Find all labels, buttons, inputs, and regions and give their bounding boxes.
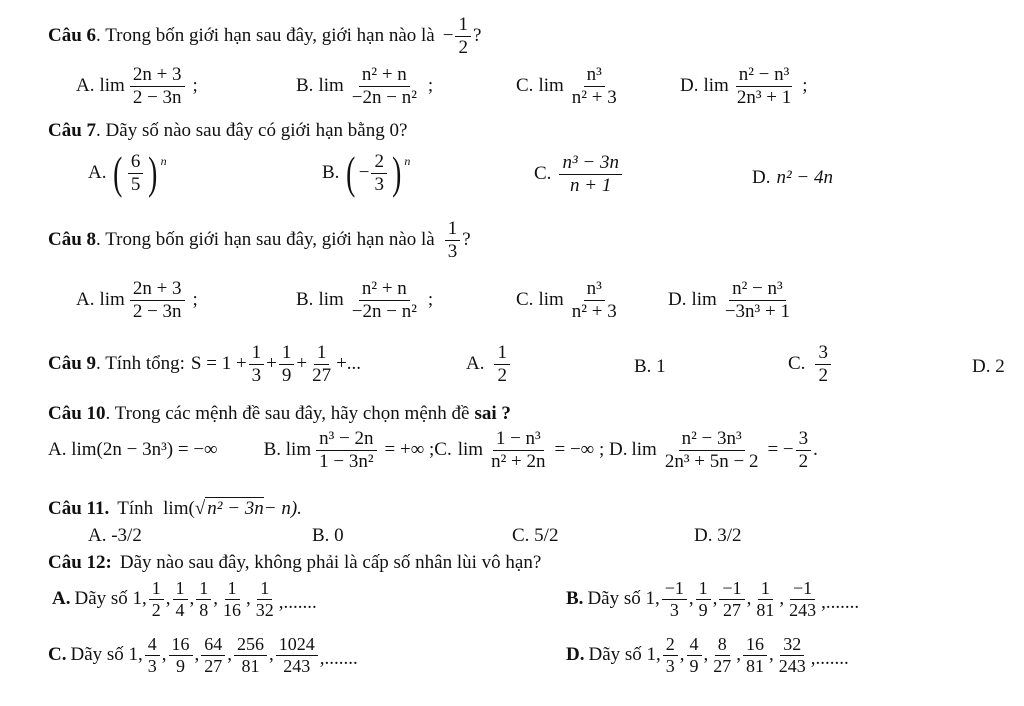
option-c: C. lim $\frac{\text{n³}}{\text{n² + 3}}$	[516, 64, 617, 108]
option-a: A. lim $\frac{2n + 3}{2 - 3n}$ ;	[76, 278, 198, 322]
option-a: A. $\frac{1}{2}$	[466, 342, 512, 387]
question-text: . Dãy số nào sau đây có giới hạn bằng 0?	[96, 120, 408, 141]
option-c: C. 5/2	[512, 525, 559, 546]
question-11-stem: Câu 11. Tính lim( √ n² − 3n − n).	[48, 497, 302, 519]
target-fraction: $\frac{1}{2}$	[455, 14, 471, 59]
option-b: B. 0	[312, 525, 344, 546]
option-a: A. lim $\frac{2n + 3}{2 - 3n}$ ;	[76, 64, 198, 108]
option-a: A. -3/2	[88, 525, 142, 546]
question-10-stem: Câu 10 . Trong các mệnh đề sau đây, hãy chọn mệnh đề sai ?	[48, 403, 511, 424]
option-b: B. lim $\frac{\text{n² + n}}{\text{−2n − n²}}$ ;	[296, 64, 434, 108]
option-c: C. $\frac{3}{2}$	[788, 342, 833, 387]
target-fraction: $\frac{1}{3}$	[445, 218, 461, 263]
option-d: D. lim $\frac{\text{n² − n³}}{\text{−3n³ + 1}}$	[668, 278, 790, 322]
option-b: B. Dãy số 1, $\frac{-1}{3}$ , $\frac{1}{9}$ , $\frac{-1}{27}$ , $\frac{1}{81}$ , $\frac{-1}{243}$ ,.......	[566, 578, 860, 620]
option-b: B. 1	[634, 356, 666, 377]
option-a: A. Dãy số 1, $\frac{1}{2}$ , $\frac{1}{4}$ , $\frac{1}{8}$ , $\frac{1}{16}$ , $\frac{1}{32}$ ,.......	[52, 578, 317, 620]
question-9: Câu 9 . Tính tổng: S = 1 + $\frac{1}{3}$ + $\frac{1}{9}$ + $\frac{1}{27}$ +...	[48, 342, 362, 386]
option-c: C. lim $\frac{\text{n³}}{\text{n² + 3}}$	[516, 278, 617, 322]
question-8-stem: Câu 8 . Trong bốn giới hạn sau đây, giới hạn nào là $\frac{1}{3}$ ?	[48, 218, 471, 262]
question-number: Câu 12:	[48, 552, 112, 573]
question-7-stem	[48, 120, 407, 142]
option-c: C. Dãy số 1, $\frac{4}{3}$ , $\frac{16}{9}$ , $\frac{64}{27}$ , $\frac{256}{81}$ , $\frac{1024}{243}$ ,.......	[48, 634, 358, 676]
question-10-options: A. lim(2n − 3n³) = −∞ B. lim $\frac{\text{n³ − 2n}}{\text{1 − 3n²}}$ = +∞ ;C. lim $\frac{\text{1 − n³}}{\text{n² + 2n}}$ = −∞ ; D. lim $\frac{\text{n² − 3n³}}{\text{2n³ + 5n − 2}}$ = − $\frac{3}{2}$ .	[48, 428, 818, 472]
option-d: D. lim $\frac{\text{n² − n³}}{\text{2n³ + 1}}$ ;	[680, 64, 808, 108]
option-d: D. 2	[972, 356, 1005, 377]
option-b: B. ( − $\frac{2}{3}$ ) n	[322, 147, 411, 198]
question-number: Câu 9	[48, 353, 97, 375]
option-d: D. n² − 4n	[752, 167, 834, 188]
option-d: D. 3/2	[694, 525, 742, 546]
question-number: Câu 11.	[48, 497, 110, 519]
question-text: . Trong bốn giới hạn sau đây, giới hạn nào là	[96, 229, 435, 251]
option-a: A. lim(2n − 3n³) = −∞	[48, 439, 218, 461]
question-text: . Trong bốn giới hạn sau đây, giới hạn nào là	[96, 25, 435, 47]
question-number: Câu 6	[48, 25, 97, 47]
option-a: A. ( $\frac{6}{5}$ ) n	[88, 147, 167, 198]
option-b: B. lim $\frac{\text{n² + n}}{\text{−2n − n²}}$ ;	[296, 278, 434, 322]
question-number: Câu 8	[48, 229, 97, 251]
question-number: Câu 7	[48, 120, 97, 141]
minus-sign: −	[442, 25, 454, 47]
option-b-label: B. lim	[263, 439, 312, 461]
question-number: Câu 10	[48, 403, 106, 424]
option-d: D. Dãy số 1, $\frac{2}{3}$ , $\frac{4}{9}$ , $\frac{8}{27}$ , $\frac{16}{81}$ , $\frac{32}{243}$ ,.......	[566, 634, 849, 676]
question-6-stem: Câu 6 . Trong bốn giới hạn sau đây, giới hạn nào là − $\frac{1}{2}$ ?	[48, 14, 482, 58]
question-12-stem: Câu 12: Dãy nào sau đây, không phải là cấp số nhân lùi vô hạn?	[48, 552, 542, 573]
option-c: C. $\frac{\text{n³ − 3n}}{n + 1}$	[534, 152, 624, 197]
